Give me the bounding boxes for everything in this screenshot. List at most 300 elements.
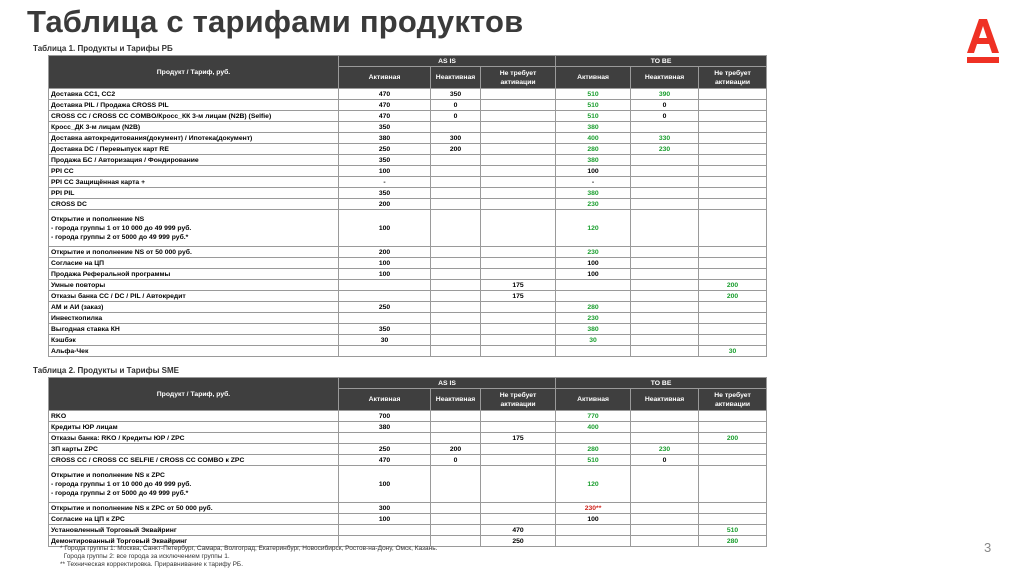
- tariff-cell-a1: 100: [339, 514, 431, 525]
- tariff-cell-a3: [481, 166, 556, 177]
- as-is-active-header: Активная: [339, 389, 431, 411]
- product-name-cell: [49, 302, 339, 313]
- tariff-cell-b1: 400: [556, 133, 631, 144]
- tariff-cell-a2: [431, 422, 481, 433]
- tariff-cell-a1: [339, 346, 431, 357]
- tariff-cell-a3: [481, 313, 556, 324]
- table-row: [49, 525, 767, 536]
- tariff-cell-a2: [431, 335, 481, 346]
- tariff-cell-a2: [431, 291, 481, 302]
- table-row: [49, 302, 767, 313]
- product-name-line: Умные повторы: [51, 281, 106, 289]
- product-name-cell: [49, 291, 339, 302]
- as-is-inactive-header: Неактивная: [431, 389, 481, 411]
- product-name-line: ЗП карты ZPC: [51, 445, 98, 453]
- tariff-cell-b2: [631, 335, 699, 346]
- tariff-cell-b3: [699, 144, 767, 155]
- footnote-line: Города группы 2: все города за исключением группы 1.: [60, 553, 230, 560]
- table-row: [49, 514, 767, 525]
- page-title: Таблица с тарифами продуктов: [27, 4, 524, 39]
- tariff-cell-a2: [431, 503, 481, 514]
- footnote-line: ** Техническая корректировка. Приравнивание к тарифу РБ.: [60, 561, 243, 568]
- tariff-cell-b3: [699, 269, 767, 280]
- table-row: [49, 188, 767, 199]
- tariff-cell-a2: [431, 177, 481, 188]
- tariff-cell-a2: [431, 411, 481, 422]
- product-name-cell: [49, 177, 339, 188]
- product-column-header: Продукт / Тариф, руб.: [49, 56, 339, 89]
- table2-caption: Таблица 2. Продукты и Тарифы SME: [33, 366, 179, 375]
- product-name-line: Кэшбэк: [51, 336, 76, 344]
- product-name-cell: [49, 210, 339, 247]
- table-row: [49, 455, 767, 466]
- tariff-cell-a1: 380: [339, 133, 431, 144]
- tariff-cell-b1: 100: [556, 166, 631, 177]
- table-row: [49, 335, 767, 346]
- slide-number: 3: [984, 540, 992, 555]
- table-row: [49, 422, 767, 433]
- as-is-active-header: Активная: [339, 67, 431, 89]
- product-name-line: Согласие на ЦП к ZPC: [51, 515, 125, 523]
- product-name-cell: [49, 166, 339, 177]
- tariff-cell-b1: 510: [556, 89, 631, 100]
- table-row: [49, 199, 767, 210]
- product-name-cell: [49, 433, 339, 444]
- product-name-cell: [49, 422, 339, 433]
- table-row: [49, 433, 767, 444]
- tariff-cell-b2: [631, 302, 699, 313]
- tariff-cell-b3: [699, 133, 767, 144]
- product-name-line: Отказы банка: RKO / Кредиты ЮР / ZPC: [51, 434, 185, 442]
- tariff-cell-a1: 470: [339, 100, 431, 111]
- product-name-line: CROSS CC / CROSS CC SELFIE / CROSS CC COMBO к ZPC: [51, 456, 245, 464]
- tariff-cell-a2: [431, 346, 481, 357]
- tariff-cell-a3: [481, 144, 556, 155]
- tariff-cell-a3: [481, 514, 556, 525]
- product-name-cell: [49, 89, 339, 100]
- tariff-cell-b3: [699, 313, 767, 324]
- product-name-cell: [49, 199, 339, 210]
- tariff-cell-b2: [631, 422, 699, 433]
- tariff-cell-a2: [431, 247, 481, 258]
- tariff-cell-b2: [631, 122, 699, 133]
- tariff-cell-b2: [631, 258, 699, 269]
- tariff-cell-b1: [556, 346, 631, 357]
- tariff-cell-b3: [699, 422, 767, 433]
- tariff-cell-b1: 230: [556, 199, 631, 210]
- tariff-cell-a1: 100: [339, 466, 431, 503]
- tariff-cell-b3: [699, 503, 767, 514]
- header-row: [49, 56, 767, 67]
- tariff-cell-b3: [699, 210, 767, 247]
- tariff-cell-a2: [431, 258, 481, 269]
- product-name-line: Доставка PIL / Продажа CROSS PIL: [51, 101, 169, 109]
- tariff-cell-b2: [631, 324, 699, 335]
- tariff-cell-a3: [481, 177, 556, 188]
- table-row: [49, 122, 767, 133]
- table-row: [49, 111, 767, 122]
- product-name-line: Открытие и пополнение NS к ZPC от 50 000 руб.: [51, 504, 213, 512]
- tariff-cell-b3: [699, 335, 767, 346]
- product-name-cell: [49, 335, 339, 346]
- tariff-cell-a2: 0: [431, 455, 481, 466]
- table-row: [49, 100, 767, 111]
- tariff-cell-a2: [431, 199, 481, 210]
- product-name-cell: [49, 324, 339, 335]
- tariff-cell-b1: 230: [556, 313, 631, 324]
- tariff-cell-b1: 30: [556, 335, 631, 346]
- table-row: [49, 444, 767, 455]
- tariff-cell-b3: 30: [699, 346, 767, 357]
- tariff-cell-b3: [699, 89, 767, 100]
- tariff-cell-b2: 230: [631, 144, 699, 155]
- tariff-cell-b2: [631, 199, 699, 210]
- product-name-line: CROSS CC / CROSS CC COMBO/Кросс_КК 3-м лицам (N2B) (Selfie): [51, 112, 272, 120]
- tariff-cell-b1: 770: [556, 411, 631, 422]
- tariff-cell-b3: 200: [699, 433, 767, 444]
- tariff-cell-b2: 0: [631, 100, 699, 111]
- tariff-cell-b3: 200: [699, 280, 767, 291]
- tariff-cell-b3: [699, 466, 767, 503]
- tariff-cell-a2: [431, 525, 481, 536]
- tariff-cell-a3: [481, 269, 556, 280]
- tariff-cell-b2: 330: [631, 133, 699, 144]
- to-be-no-activation-header: Не требует активации: [699, 67, 767, 89]
- tariff-cell-a2: 200: [431, 144, 481, 155]
- tariff-cell-b1: 100: [556, 258, 631, 269]
- product-name-line: - города группы 1 от 10 000 до 49 999 руб.: [51, 224, 192, 232]
- tariff-cell-b1: 510: [556, 111, 631, 122]
- tariff-cell-a2: 300: [431, 133, 481, 144]
- product-name-line: PPI CC: [51, 167, 74, 175]
- tariff-cell-a2: [431, 122, 481, 133]
- product-name-line: - города группы 2 от 5000 до 49 999 руб.*: [51, 233, 189, 241]
- tariff-cell-a2: [431, 324, 481, 335]
- product-name-line: Доставка автокредитования(документ) / Ипотека(документ): [51, 134, 253, 142]
- product-name-line: Выгодная ставка КН: [51, 325, 120, 333]
- product-name-line: Инвесткопилка: [51, 314, 103, 322]
- product-name-line: RKO: [51, 412, 67, 420]
- tariff-cell-a3: [481, 444, 556, 455]
- tariff-cell-a2: [431, 155, 481, 166]
- product-name-line: - города группы 2 от 5000 до 49 999 руб.*: [51, 489, 189, 497]
- tariff-cell-b1: 100: [556, 514, 631, 525]
- to-be-header: TO BE: [556, 378, 767, 389]
- tariff-table-rb: [48, 55, 767, 357]
- tariff-cell-a3: [481, 302, 556, 313]
- tariff-cell-a3: [481, 411, 556, 422]
- tariff-cell-b3: [699, 199, 767, 210]
- tariff-cell-a1: 200: [339, 247, 431, 258]
- tariff-cell-a2: [431, 313, 481, 324]
- tariff-cell-b2: [631, 280, 699, 291]
- product-name-cell: [49, 111, 339, 122]
- tariff-cell-b1: 510: [556, 100, 631, 111]
- table-row: [49, 503, 767, 514]
- as-is-no-activation-header: Не требует активации: [481, 67, 556, 89]
- tariff-cell-b1: [556, 536, 631, 547]
- product-name-line: - города группы 1 от 10 000 до 49 999 руб.: [51, 480, 192, 488]
- product-name-line: CROSS DC: [51, 200, 87, 208]
- tariff-cell-a1: [339, 291, 431, 302]
- tariff-cell-a3: 175: [481, 280, 556, 291]
- product-name-cell: [49, 313, 339, 324]
- product-name-cell: [49, 444, 339, 455]
- to-be-header: TO BE: [556, 56, 767, 67]
- tariff-cell-b1: 280: [556, 144, 631, 155]
- tariff-cell-b3: [699, 111, 767, 122]
- tariff-cell-b2: [631, 291, 699, 302]
- product-name-cell: [49, 525, 339, 536]
- tariff-cell-a3: 470: [481, 525, 556, 536]
- table-row: [49, 247, 767, 258]
- tariff-cell-a1: 350: [339, 155, 431, 166]
- tariff-cell-b1: 510: [556, 455, 631, 466]
- tariff-cell-a1: 100: [339, 210, 431, 247]
- tariff-cell-a2: 200: [431, 444, 481, 455]
- tariff-cell-a3: 175: [481, 433, 556, 444]
- header-row: [49, 378, 767, 389]
- tariff-cell-b3: [699, 455, 767, 466]
- tariff-cell-a3: [481, 324, 556, 335]
- as-is-no-activation-header: Не требует активации: [481, 389, 556, 411]
- footnote-line: * Города группы 1: Москва, Санкт-Петербург, Самара, Волгоград, Екатеринбург, Новосибирск, Ростов-на-Дону, Омск, Казань.: [60, 545, 438, 552]
- tariff-cell-a1: 100: [339, 258, 431, 269]
- tariff-cell-b1: 280: [556, 302, 631, 313]
- table-row: [49, 166, 767, 177]
- tariff-cell-a1: 250: [339, 444, 431, 455]
- product-name-cell: [49, 100, 339, 111]
- tariff-cell-a1: 470: [339, 89, 431, 100]
- tariff-cell-b1: [556, 433, 631, 444]
- tariff-cell-a3: [481, 466, 556, 503]
- tariff-cell-a3: [481, 89, 556, 100]
- to-be-inactive-header: Неактивная: [631, 67, 699, 89]
- table-row: [49, 133, 767, 144]
- tariff-cell-a3: [481, 111, 556, 122]
- tariff-cell-a2: [431, 514, 481, 525]
- tariff-cell-b2: [631, 155, 699, 166]
- tariff-cell-a2: 0: [431, 100, 481, 111]
- tariff-cell-b1: 280: [556, 444, 631, 455]
- product-name-cell: [49, 346, 339, 357]
- tariff-cell-a1: 470: [339, 111, 431, 122]
- tariff-cell-a1: 380: [339, 422, 431, 433]
- table-row: [49, 280, 767, 291]
- tariff-cell-a3: [481, 258, 556, 269]
- tariff-cell-a3: [481, 455, 556, 466]
- table-row: [49, 258, 767, 269]
- tariff-cell-b3: [699, 444, 767, 455]
- tariff-cell-a2: [431, 280, 481, 291]
- tariff-cell-b2: [631, 269, 699, 280]
- tariff-cell-b1: 120: [556, 466, 631, 503]
- tariff-cell-a1: 350: [339, 122, 431, 133]
- tariff-cell-b1: 380: [556, 324, 631, 335]
- tariff-cell-b1: [556, 280, 631, 291]
- tariff-cell-a2: [431, 166, 481, 177]
- tariff-cell-a3: [481, 188, 556, 199]
- tariff-cell-b2: 390: [631, 89, 699, 100]
- tariff-cell-b3: [699, 514, 767, 525]
- product-name-cell: [49, 133, 339, 144]
- to-be-no-activation-header: Не требует активации: [699, 389, 767, 411]
- tariff-cell-a1: 300: [339, 503, 431, 514]
- tariff-cell-b1: 230: [556, 247, 631, 258]
- as-is-inactive-header: Неактивная: [431, 67, 481, 89]
- product-name-line: Кредиты ЮР лицам: [51, 423, 118, 431]
- tariff-cell-b1: 230**: [556, 503, 631, 514]
- table-row: [49, 89, 767, 100]
- tariff-cell-a3: [481, 503, 556, 514]
- tariff-cell-a3: [481, 155, 556, 166]
- tariff-cell-b3: [699, 188, 767, 199]
- tariff-cell-b1: 380: [556, 188, 631, 199]
- to-be-active-header: Активная: [556, 67, 631, 89]
- tariff-cell-a3: [481, 335, 556, 346]
- tariff-cell-b3: 510: [699, 525, 767, 536]
- tariff-cell-a2: 350: [431, 89, 481, 100]
- tariff-cell-a1: 250: [339, 144, 431, 155]
- product-name-line: Доставка СС1, СС2: [51, 90, 116, 98]
- tariff-cell-b3: 200: [699, 291, 767, 302]
- tariff-cell-b3: [699, 122, 767, 133]
- tariff-cell-b1: 400: [556, 422, 631, 433]
- product-name-cell: [49, 155, 339, 166]
- tariff-cell-a1: 350: [339, 324, 431, 335]
- tariff-cell-b2: [631, 166, 699, 177]
- tariff-cell-b2: [631, 503, 699, 514]
- product-name-cell: [49, 503, 339, 514]
- table-row: [49, 177, 767, 188]
- tariff-cell-b1: 120: [556, 210, 631, 247]
- product-name-cell: [49, 269, 339, 280]
- tariff-cell-a2: [431, 302, 481, 313]
- product-name-line: Установленный Торговый Эквайринг: [51, 526, 177, 534]
- tariff-cell-b2: [631, 433, 699, 444]
- product-name-cell: [49, 247, 339, 258]
- tariff-cell-b3: [699, 247, 767, 258]
- tariff-cell-a3: 175: [481, 291, 556, 302]
- tariff-cell-b3: 280: [699, 536, 767, 547]
- table-row: [49, 466, 767, 503]
- tariff-cell-a2: [431, 536, 481, 547]
- product-name-cell: [49, 411, 339, 422]
- tariff-cell-b3: [699, 324, 767, 335]
- product-name-line: Продажа БС / Авторизация / Фондирование: [51, 156, 199, 164]
- table-row: [49, 411, 767, 422]
- tariff-cell-a1: 250: [339, 302, 431, 313]
- tariff-cell-a2: [431, 433, 481, 444]
- product-name-cell: [49, 466, 339, 503]
- tariff-cell-a2: [431, 269, 481, 280]
- tariff-cell-b2: 0: [631, 455, 699, 466]
- table-row: [49, 324, 767, 335]
- tariff-cell-b2: [631, 525, 699, 536]
- tariff-cell-a2: [431, 188, 481, 199]
- tariff-cell-a1: -: [339, 177, 431, 188]
- table-row: [49, 346, 767, 357]
- tariff-cell-b1: 380: [556, 155, 631, 166]
- product-name-cell: [49, 122, 339, 133]
- product-name-cell: [49, 280, 339, 291]
- table-row: [49, 291, 767, 302]
- as-is-header: AS IS: [339, 56, 556, 67]
- tariff-cell-b2: [631, 411, 699, 422]
- product-name-cell: [49, 144, 339, 155]
- tariff-cell-a2: [431, 210, 481, 247]
- tariff-cell-b3: [699, 258, 767, 269]
- product-name-cell: [49, 455, 339, 466]
- tariff-cell-a1: 470: [339, 455, 431, 466]
- product-name-line: Продажа Реферальной программы: [51, 270, 171, 278]
- product-name-line: PPI PIL: [51, 189, 75, 197]
- tariff-cell-a3: [481, 133, 556, 144]
- tariff-cell-a1: 100: [339, 166, 431, 177]
- tariff-cell-a3: [481, 422, 556, 433]
- to-be-active-header: Активная: [556, 389, 631, 411]
- tariff-cell-a1: [339, 280, 431, 291]
- product-name-line: Отказы банка CC / DC / PIL / Автокредит: [51, 292, 186, 300]
- to-be-inactive-header: Неактивная: [631, 389, 699, 411]
- tariff-cell-b2: [631, 210, 699, 247]
- tariff-cell-a3: 250: [481, 536, 556, 547]
- product-name-line: PPI CC Защищённая карта +: [51, 178, 146, 186]
- tariff-cell-a1: 350: [339, 188, 431, 199]
- tariff-cell-a3: [481, 100, 556, 111]
- product-name-line: Открытие и пополнение NS: [51, 215, 145, 223]
- tariff-cell-b1: 100: [556, 269, 631, 280]
- tariff-cell-a1: 100: [339, 269, 431, 280]
- table-row: [49, 269, 767, 280]
- tariff-cell-b2: 230: [631, 444, 699, 455]
- tariff-cell-a1: 200: [339, 199, 431, 210]
- tariff-cell-a2: 0: [431, 111, 481, 122]
- tariff-table-sme: [48, 377, 767, 547]
- product-name-line: Открытие и пополнение NS от 50 000 руб.: [51, 248, 192, 256]
- tariff-cell-b3: [699, 100, 767, 111]
- as-is-header: AS IS: [339, 378, 556, 389]
- tariff-cell-a3: [481, 122, 556, 133]
- tariff-cell-a3: [481, 199, 556, 210]
- product-name-line: Альфа-Чек: [51, 347, 89, 355]
- table-row: [49, 155, 767, 166]
- product-name-line: Открытие и пополнение NS к ZPC: [51, 471, 165, 479]
- product-name-cell: [49, 258, 339, 269]
- tariff-cell-b3: [699, 166, 767, 177]
- product-name-line: Кросс_ДК 3-м лицам (N2B): [51, 123, 141, 131]
- tariff-cell-b3: [699, 155, 767, 166]
- tariff-cell-a1: 700: [339, 411, 431, 422]
- tariff-cell-b2: [631, 514, 699, 525]
- tariff-cell-b2: 0: [631, 111, 699, 122]
- table1-caption: Таблица 1. Продукты и Тарифы РБ: [33, 44, 173, 53]
- tariff-cell-a3: [481, 346, 556, 357]
- tariff-cell-b2: [631, 177, 699, 188]
- product-name-line: АМ и АИ (заказ): [51, 303, 104, 311]
- tariff-cell-b2: [631, 247, 699, 258]
- tariff-cell-b3: [699, 302, 767, 313]
- product-name-line: Демонтированный Торговый Эквайринг: [51, 537, 188, 545]
- table-row: [49, 210, 767, 247]
- product-name-cell: [49, 188, 339, 199]
- tariff-cell-b1: -: [556, 177, 631, 188]
- alfa-bank-logo-icon: [966, 17, 1000, 65]
- tariff-cell-a2: [431, 466, 481, 503]
- tariff-cell-b2: [631, 346, 699, 357]
- product-name-line: Доставка DC / Перевыпуск карт RE: [51, 145, 169, 153]
- tariff-cell-b1: 380: [556, 122, 631, 133]
